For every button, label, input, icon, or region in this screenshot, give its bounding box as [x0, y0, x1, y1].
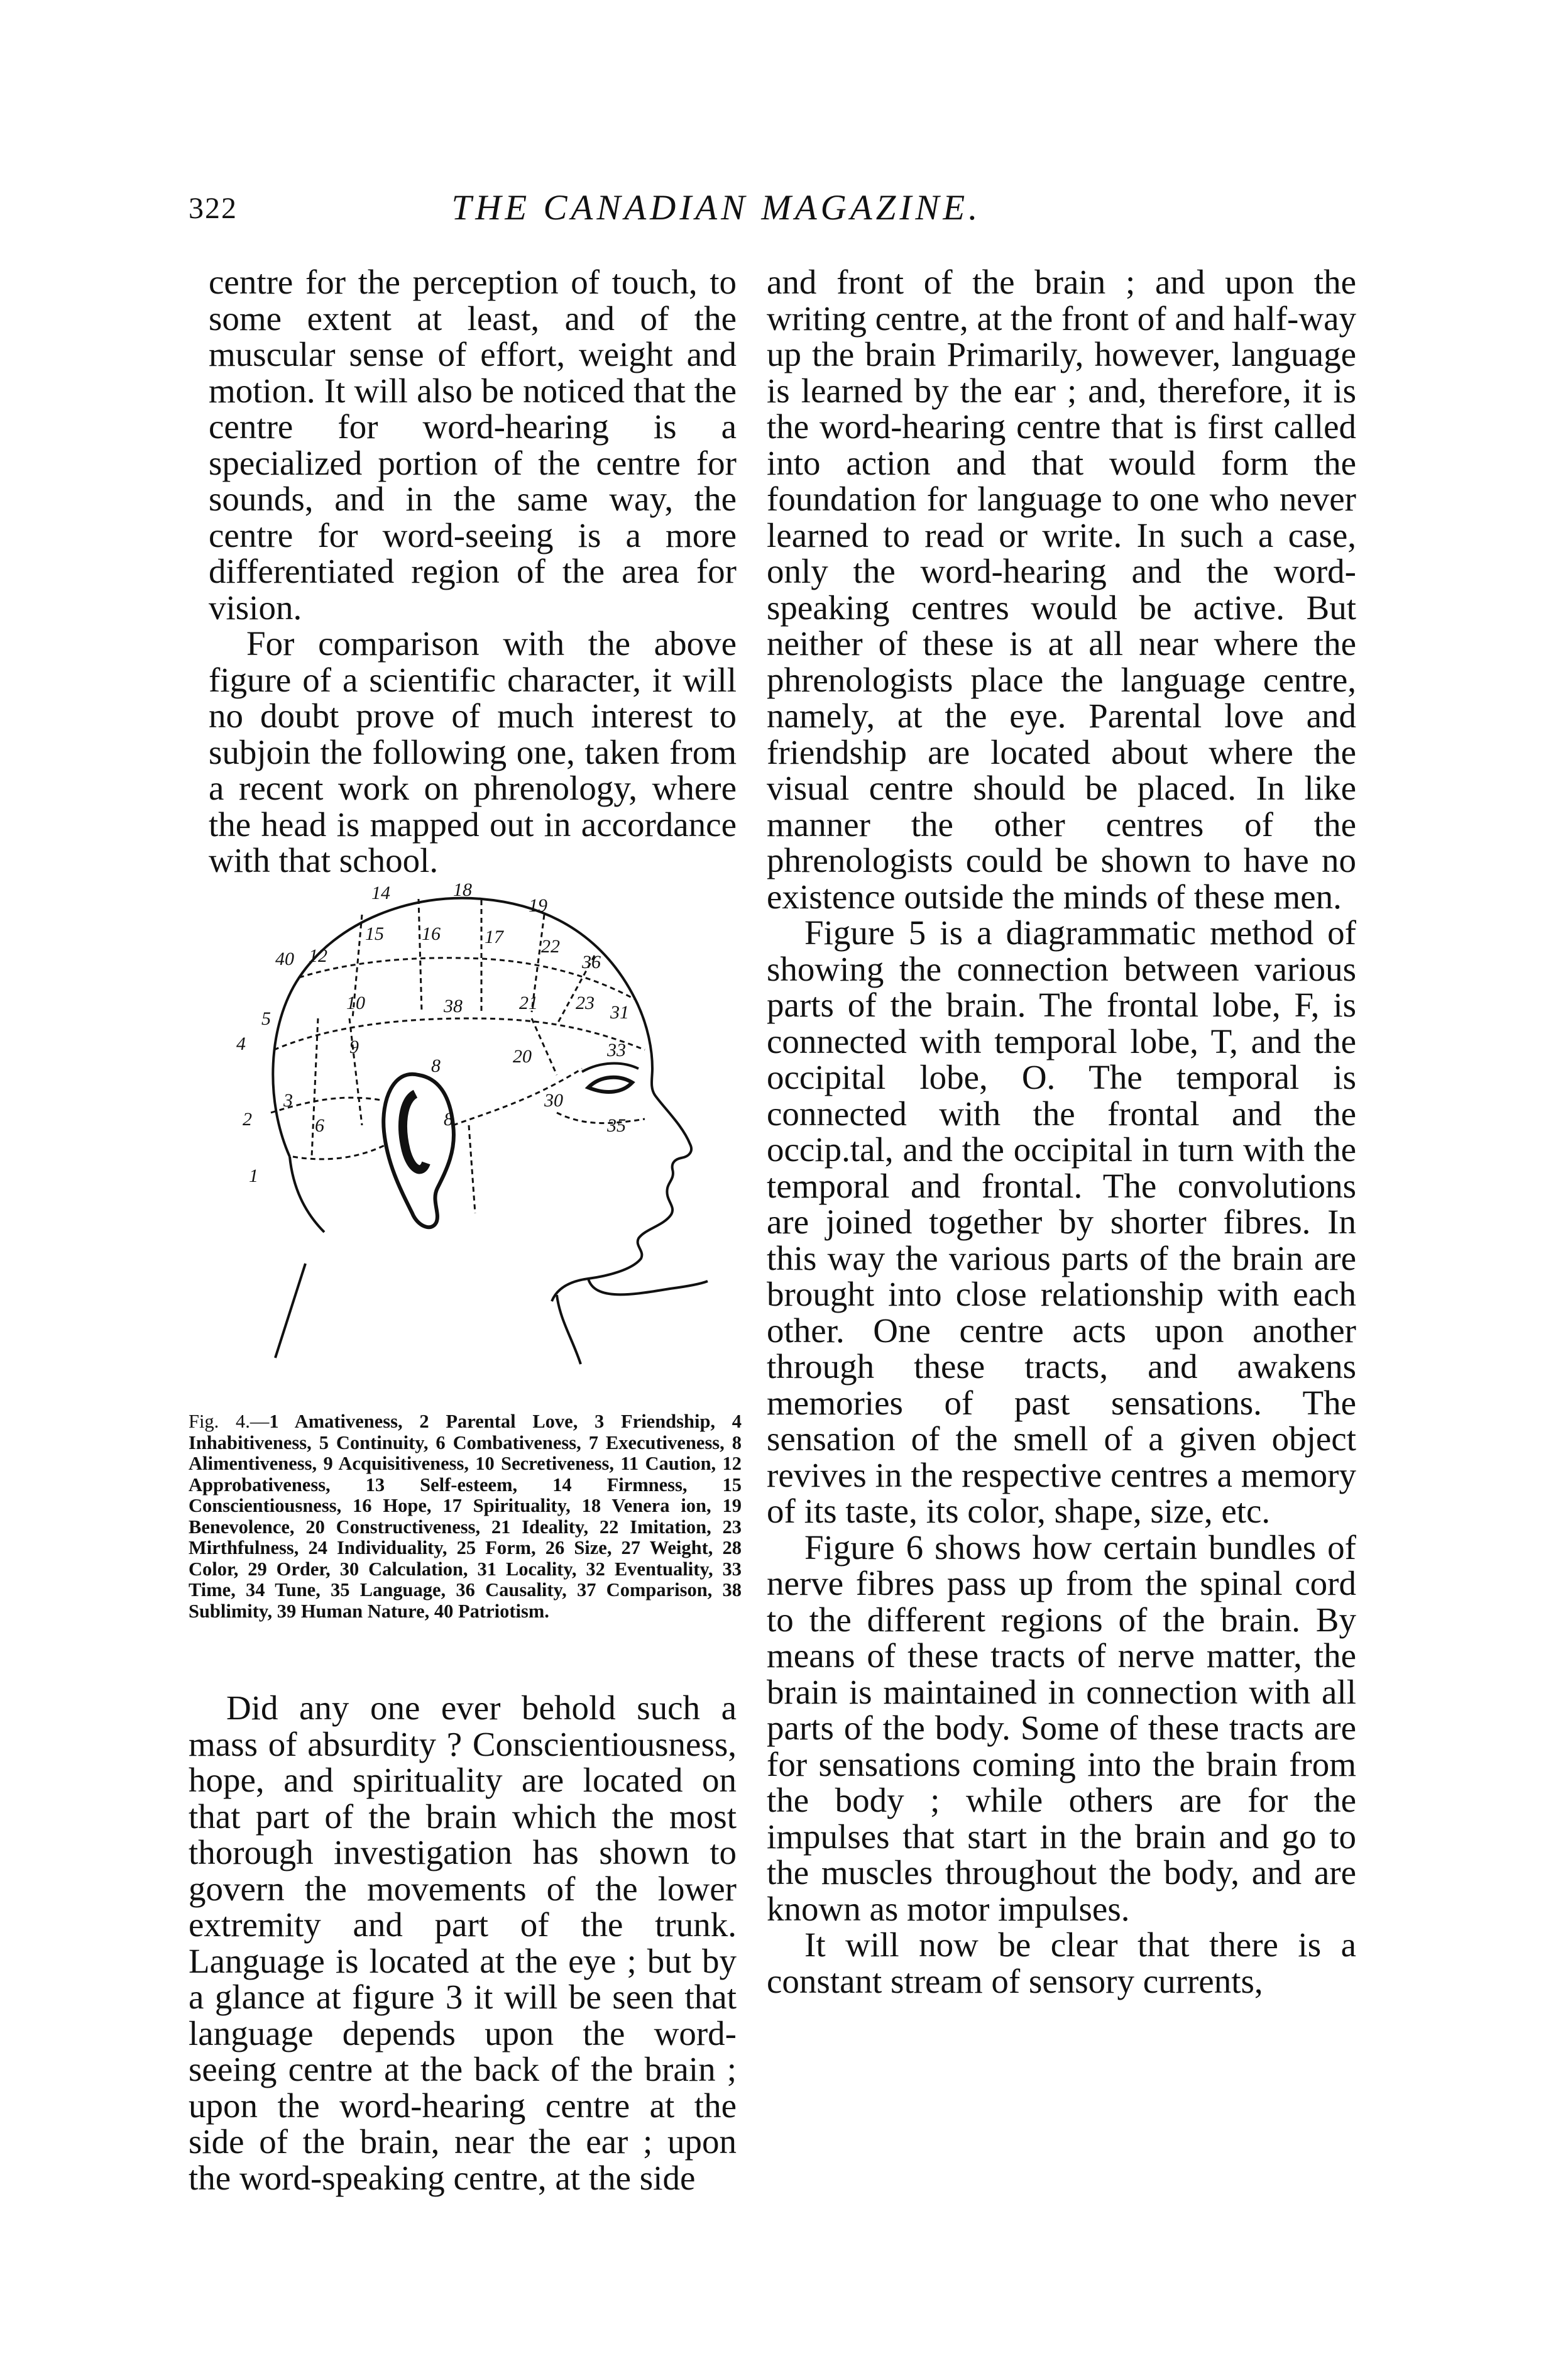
page-number: 322	[189, 192, 238, 225]
region-label-4: 4	[236, 1033, 246, 1054]
paragraph-absurdity: Did any one ever behold such a mass of absurdity ? Conscientiousness, hope, and spirituality are located on that part of the brain which the most thorough investigation has shown to govern the movements of the lower extremity and part of the trunk. Language is located at the eye ; but by a glance at figure 3 it will be seen that language depends upon the word-seeing centre at the back of the brain ; upon the word-hearing centre at the side of the brain, near the ear ; upon the word-speaking centre, at the side	[189, 1689, 737, 2197]
region-line	[274, 1018, 645, 1050]
region-label-12: 12	[309, 945, 327, 966]
region-label-22: 22	[541, 936, 560, 957]
region-label-9: 8	[431, 1055, 441, 1076]
region-line	[469, 1125, 475, 1213]
region-label-8: 8	[444, 1109, 453, 1130]
region-line	[557, 1113, 645, 1123]
region-label-19: 19	[529, 895, 547, 916]
region-label-20: 20	[513, 1046, 532, 1067]
figure-caption-label: Fig. 4.—	[189, 1411, 270, 1432]
running-head: THE CANADIAN MAGAZINE.	[451, 188, 982, 228]
region-line	[349, 1018, 362, 1125]
region-line	[293, 1144, 387, 1159]
region-line	[532, 1018, 557, 1075]
region-label-35: 35	[607, 1115, 626, 1136]
region-line	[419, 899, 422, 1012]
region-label-6: 6	[315, 1115, 324, 1136]
region-label-23: 23	[576, 993, 595, 1013]
left-column-bottom	[189, 1690, 737, 2196]
region-label-15: 15	[365, 923, 384, 944]
region-label-31: 31	[610, 1002, 629, 1023]
right-column	[767, 264, 1356, 1999]
region-label-21: 21	[519, 993, 538, 1013]
region-label-5: 5	[261, 1008, 271, 1029]
neck-front	[588, 1279, 708, 1294]
region-label-3: 3	[283, 1090, 293, 1111]
figure-caption	[189, 1411, 742, 1622]
paragraph-comparison: For comparison with the above figure of a scientific character, it will no doubt prove of much interest to subjoin the following one, taken from a recent work on phrenology, where the head is mapped out in accordance with that school.	[209, 624, 737, 879]
region-label-33: 33	[607, 1040, 626, 1061]
phrenology-head-figure	[205, 861, 745, 1440]
figure-caption-text: 1 Amativeness, 2 Parental Love, 3 Friendship, 4 Inhabitiveness, 5 Continuity, 6 Combativeness, 7 Executiveness, 8 Alimentiveness, 9 Acquisitiveness, 10 Secretiveness, 11 Caution, 12 Approbativeness, 13 Self-esteem, 14 Firmness, 15 Conscientiousness, 16 Hope, 17 Spirituality, 18 Venera ion, 19 Benevolence, 20 Constructiveness, 21 Ideality, 22 Imitation, 23 Mirthfulness, 24 Individuality, 25 Form, 26 Size, 27 Weight, 28 Color, 29 Order, 30 Calculation, 31 Locality, 32 Eventuality, 33 Time, 34 Tune, 35 Language, 36 Causality, 37 Comparison, 38 Sublimity, 39 Human Nature, 40 Patriotism.	[189, 1411, 742, 1622]
region-label-2: 2	[243, 1109, 252, 1130]
neck-back	[290, 1157, 324, 1232]
ear-outline	[383, 1074, 454, 1228]
paragraph-touch-centre: centre for the perception of touch, to some extent at least, and of the muscular sense of effort, weight and motion. It will also be noticed that the centre for word-hearing is a specialized portion of the centre for sounds, and in the same way, the centre for word-seeing is a more differentiated region of the area for vision.	[209, 263, 737, 627]
region-label-16: 16	[422, 923, 441, 944]
eyebrow	[582, 1064, 639, 1072]
region-label-38: 38	[444, 996, 463, 1016]
paragraph-figure-6: Figure 6 shows how certain bundles of nerve fibres pass up from the spinal cord to the different regions of the brain. By means of these tracts of nerve matter, the brain is maintained in connection with all parts of the body. Some of these tracts are for sensations coming into the brain from the body ; while others are for the impulses that start in the brain and go to the muscles throughout the body, and are known as motor impulses.	[767, 1528, 1356, 1928]
neck-line-right	[557, 1295, 581, 1364]
region-label-18: 18	[453, 879, 472, 900]
region-label-30: 30	[544, 1090, 563, 1111]
region-label-17: 17	[485, 927, 503, 947]
region-label-10: 9	[349, 1037, 359, 1057]
region-label-1: 1	[249, 1165, 258, 1186]
region-label-14: 14	[371, 883, 390, 903]
paragraph-language: and front of the brain ; and upon the writing centre, at the front of and half-way up the brain Primarily, however, language is learned by the ear ; and, therefore, it is the word-hearing centre that is first called into action and that would form the foundation for language to one who never learned to read or write. In such a case, only the word-hearing and the word-speaking centres would be active. But neither of these is at all near where the phrenologists place the language centre, namely, at the eye. Parental love and friendship are located about where the visual centre should be placed. In like manner the other centres of the phrenologists could be shown to have no existence outside the minds of these men.	[767, 263, 1356, 916]
region-line	[312, 1018, 318, 1157]
paragraph-figure-5: Figure 5 is a diagrammatic method of showing the connection between various parts of the brain. The frontal lobe, F, is connected with temporal lobe, T, and the occipital lobe, O. The temporal is connected with the frontal and the occip.tal, and the occipital in turn with the temporal and frontal. The convolutions are joined together by shorter fibres. In this way the various parts of the brain are brought into close relationship with each other. One centre acts upon another through these tracts, and awakens memories of past sensations. The sensation of the smell of a given object revives in the respective centres a memory of its taste, its color, shape, size, etc.	[767, 913, 1356, 1530]
region-label-36: 36	[582, 952, 601, 972]
phrenology-head-drawing	[205, 861, 745, 1440]
region-label-11: 10	[346, 993, 365, 1013]
left-column-top	[209, 264, 737, 879]
eye	[588, 1077, 632, 1092]
region-label-40: 40	[275, 949, 294, 969]
shoulder-line	[275, 1264, 305, 1358]
paragraph-sensory-currents: It will now be clear that there is a constant stream of sensory currents,	[767, 1925, 1356, 2000]
ear-inner	[403, 1094, 426, 1169]
